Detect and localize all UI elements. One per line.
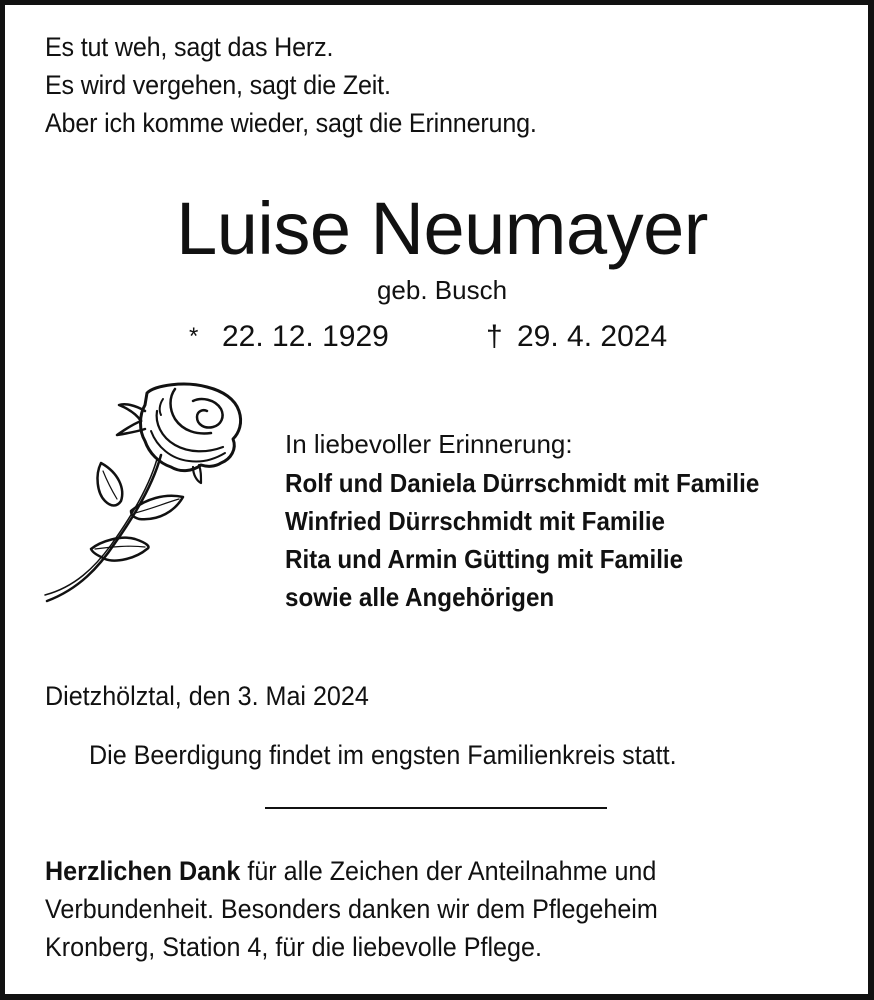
mourners-intro: In liebevoller Erinnerung: [285, 429, 573, 459]
mourner-line-4: sowie alle Angehörigen [285, 582, 555, 612]
death-cross-icon: † [486, 320, 503, 353]
mourner-line-2: Winfried Dürrschmidt mit Familie [285, 506, 666, 536]
maiden-name: geb. Busch [376, 275, 508, 305]
poem-line-2: Es wird vergehen, sagt die Zeit. [45, 70, 391, 100]
thanks-bold-lead: Herzlichen Dank [45, 856, 241, 886]
thanks-line-1 [45, 858, 656, 885]
thanks-line-2: Verbundenheit. Besonders danken wir dem Pflegeheim [45, 894, 658, 924]
death-date: 29. 4. 2024 [517, 320, 668, 353]
poem-line-3: Aber ich komme wieder, sagt die Erinnerung. [45, 108, 537, 138]
thanks-line-1-rest: für alle Zeichen der Anteilnahme und [240, 856, 657, 886]
rose-icon [35, 375, 265, 605]
funeral-note: Die Beerdigung findet im engsten Familienkreis statt. [89, 740, 677, 770]
divider [265, 807, 607, 809]
birth-star-icon: * [189, 323, 199, 350]
thanks-line-3: Kronberg, Station 4, für die liebevolle Pflege. [45, 932, 542, 962]
birth-date: 22. 12. 1929 [222, 320, 389, 353]
deceased-name: Luise Neumayer [176, 187, 708, 270]
place-and-date: Dietzhölztal, den 3. Mai 2024 [45, 681, 369, 711]
mourner-line-1: Rolf und Daniela Dürrschmidt mit Familie [285, 468, 760, 498]
mourner-line-3: Rita und Armin Gütting mit Familie [285, 544, 684, 574]
poem-line-1: Es tut weh, sagt das Herz. [45, 32, 334, 62]
